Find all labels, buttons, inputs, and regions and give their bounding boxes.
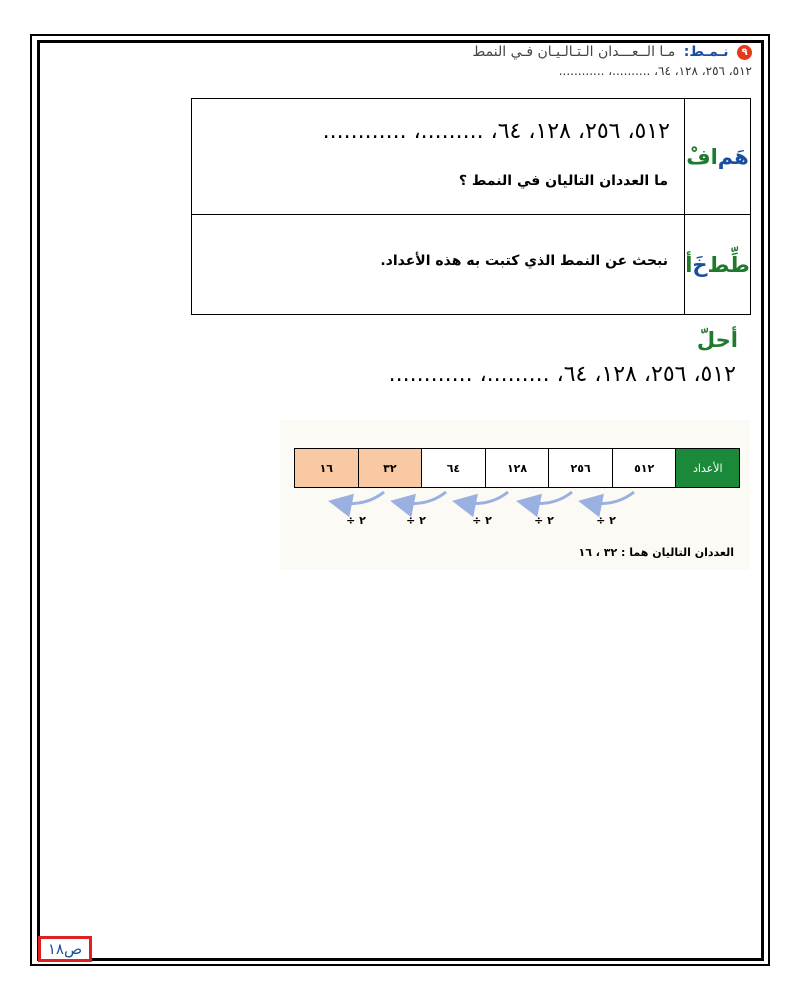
understand-question: ما العددان التاليان في النمط ؟ bbox=[458, 173, 668, 189]
op-label-3: ÷ ٢ bbox=[472, 514, 492, 527]
value-cell-16: ١٦ bbox=[295, 449, 358, 487]
plan-label-part2: خَ bbox=[692, 252, 708, 277]
plan-row bbox=[192, 215, 750, 314]
solve-sequence: ٥١٢، ٢٥٦، ١٢٨، ٦٤، .........، ............ bbox=[388, 362, 736, 387]
understand-label-part1: افْ bbox=[686, 144, 718, 169]
plan-label bbox=[684, 215, 750, 314]
strategy-table bbox=[191, 98, 751, 315]
value-cell-32: ٣٢ bbox=[358, 449, 422, 487]
plan-label-part3: طِّط bbox=[707, 252, 750, 277]
problem-number-badge: ٩ bbox=[737, 45, 752, 60]
plan-label-part1: أ bbox=[685, 252, 693, 277]
understand-sequence: ٥١٢، ٢٥٦، ١٢٨، ٦٤، .........، ............ bbox=[322, 119, 670, 144]
understand-label bbox=[684, 99, 750, 214]
op-label-4: ÷ ٢ bbox=[406, 514, 426, 527]
page-number: ص١٨ bbox=[38, 936, 92, 962]
division-arrows bbox=[294, 488, 740, 538]
arrow-32-to-16 bbox=[334, 492, 384, 504]
understand-row bbox=[192, 99, 750, 215]
result-text: العددان التاليان هما : ٣٢ ، ١٦ bbox=[578, 546, 734, 559]
arrow-512-to-256 bbox=[584, 492, 634, 504]
arrow-256-to-128 bbox=[522, 492, 572, 504]
problem-label: نـمـط: bbox=[683, 44, 729, 60]
problem-title-text: مـا الــعـــدان الـتـالـيـان فـي النمط bbox=[472, 44, 676, 60]
value-cell-256: ٢٥٦ bbox=[548, 449, 612, 487]
problem-sequence: ٥١٢، ٢٥٦، ١٢٨، ٦٤، ..........، ............ bbox=[558, 64, 752, 78]
value-cell-512: ٥١٢ bbox=[612, 449, 676, 487]
arrow-64-to-32 bbox=[396, 492, 446, 504]
plan-text: نبحث عن النمط الذي كتبت به هذه الأعداد. bbox=[380, 253, 668, 269]
op-label-1: ÷ ٢ bbox=[596, 514, 616, 527]
understand-label-part2: هَم bbox=[717, 144, 749, 169]
op-label-5: ÷ ٢ bbox=[346, 514, 366, 527]
numbers-header-cell: الأعداد bbox=[675, 449, 739, 487]
value-cell-64: ٦٤ bbox=[421, 449, 485, 487]
op-label-2: ÷ ٢ bbox=[534, 514, 554, 527]
arrow-128-to-64 bbox=[458, 492, 508, 504]
problem-title bbox=[352, 44, 752, 60]
value-cell-128: ١٢٨ bbox=[485, 449, 549, 487]
solution-grid bbox=[294, 448, 740, 488]
solve-heading: أحلّ bbox=[696, 328, 738, 352]
